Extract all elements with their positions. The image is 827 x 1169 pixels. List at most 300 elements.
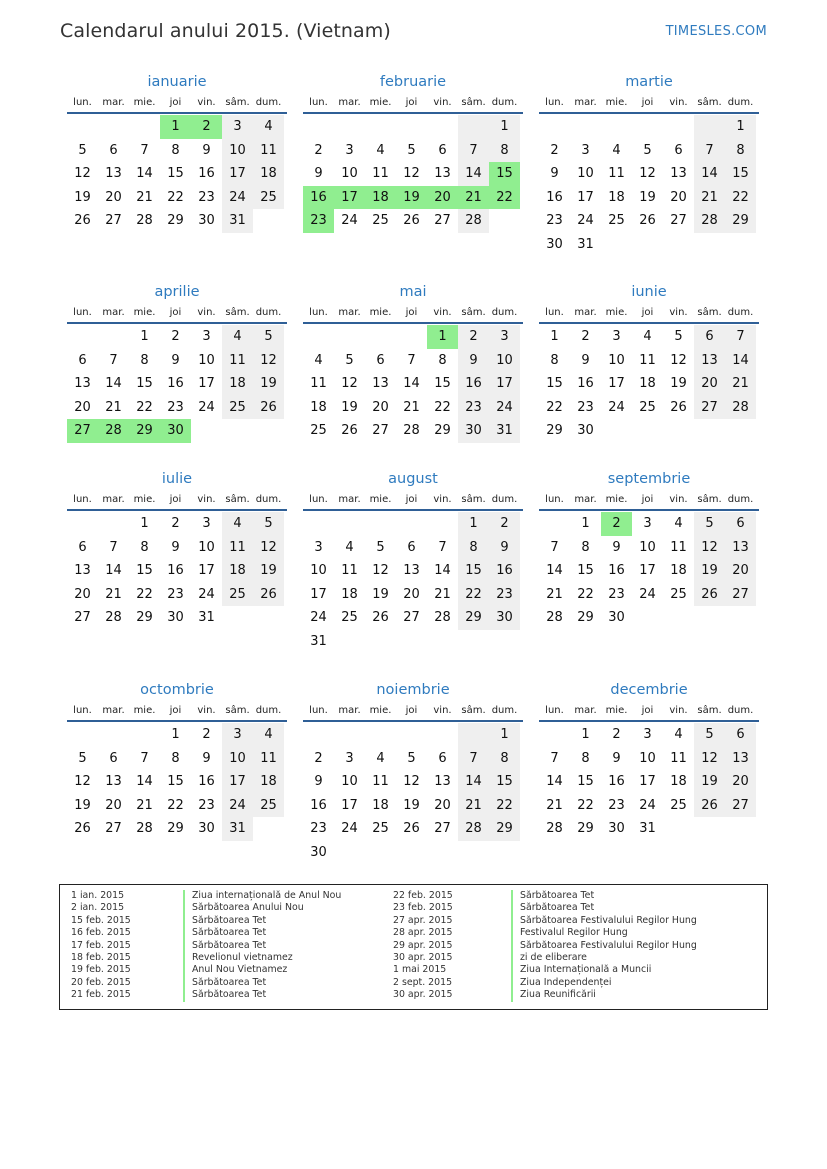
holiday-day-cell: 22 [489, 186, 520, 210]
day-cell: 29 [458, 606, 489, 630]
day-cell: 17 [310, 586, 327, 602]
day-cell: 2 [171, 329, 180, 344]
day-cell: 18 [310, 399, 327, 415]
header-rule [539, 720, 759, 722]
day-cell: 14 [458, 770, 489, 794]
day-cell: 28 [458, 209, 489, 233]
month-name: decembrie [610, 682, 688, 698]
day-cell: 4 [643, 329, 652, 344]
day-cell: 1 [458, 512, 489, 536]
holiday-day-cell: 18 [365, 186, 396, 210]
day-cell: 25 [372, 821, 389, 836]
weekday-label: dum. [255, 306, 282, 318]
day-cell: 30 [489, 606, 520, 630]
day-cell: 3 [345, 142, 354, 158]
day-cell: 23 [198, 189, 215, 205]
day-cell: 2 [202, 727, 211, 742]
weekday-label: joi [641, 704, 654, 716]
weekday-label: mar. [574, 306, 597, 318]
day-cell: 21 [725, 372, 756, 396]
month-aprilie [67, 282, 287, 443]
weekday-label: mie. [605, 704, 628, 716]
day-cell: 27 [105, 213, 122, 228]
day-cell: 19 [372, 586, 389, 602]
weekday-label: joi [405, 704, 418, 716]
day-cell: 13 [725, 536, 756, 560]
day-cell: 22 [136, 586, 153, 602]
weekday-label: joi [405, 96, 418, 108]
day-cell: 17 [198, 563, 215, 578]
day-cell: 10 [341, 166, 358, 181]
day-cell: 20 [403, 586, 420, 602]
month-mai [303, 282, 523, 443]
day-grid [539, 723, 759, 841]
day-cell: 10 [222, 139, 253, 163]
day-cell: 30 [458, 419, 489, 443]
weekday-label: joi [169, 704, 182, 716]
weekday-label: joi [405, 306, 418, 318]
holiday-name: Sărbătoarea Tet [183, 927, 341, 939]
day-cell: 5 [345, 352, 354, 368]
day-cell: 6 [725, 723, 756, 747]
weekday-label: mie. [133, 306, 156, 318]
holiday-day-cell: 27 [67, 419, 98, 443]
day-cell: 29 [577, 821, 594, 836]
empty-day-cell [67, 723, 98, 747]
weekday-label: dum. [255, 493, 282, 505]
day-cell: 16 [310, 797, 327, 813]
day-cell: 30 [608, 610, 625, 625]
day-cell: 4 [376, 750, 385, 766]
day-cell: 10 [639, 750, 656, 766]
day-cell: 20 [105, 189, 122, 205]
day-cell: 24 [222, 186, 253, 210]
day-cell: 23 [546, 213, 563, 228]
holiday-date: 28 apr. 2015 [393, 927, 453, 939]
holiday-date: 21 feb. 2015 [71, 989, 131, 1001]
day-cell: 14 [694, 162, 725, 186]
day-cell: 16 [546, 189, 563, 205]
holiday-day-cell: 2 [601, 512, 632, 536]
day-cell: 10 [577, 166, 594, 181]
weekday-label: vin. [197, 306, 216, 318]
day-grid [67, 115, 287, 233]
holiday-date: 15 feb. 2015 [71, 914, 131, 926]
holiday-date: 18 feb. 2015 [71, 951, 131, 963]
day-cell: 29 [489, 817, 520, 841]
day-cell: 25 [310, 423, 327, 438]
day-cell: 27 [725, 583, 756, 607]
day-cell: 5 [407, 142, 416, 158]
weekday-label: lun. [309, 306, 328, 318]
day-cell: 31 [222, 817, 253, 841]
day-cell: 11 [372, 774, 389, 789]
day-cell: 29 [167, 821, 184, 836]
day-cell: 3 [345, 750, 354, 766]
month-name: septembrie [607, 471, 691, 487]
day-cell: 1 [171, 727, 180, 742]
day-cell: 26 [403, 821, 420, 836]
month-name: iunie [631, 284, 667, 300]
weekday-label: dum. [727, 493, 754, 505]
month-decembrie [539, 680, 759, 841]
day-cell: 18 [341, 586, 358, 602]
day-cell: 24 [639, 797, 656, 813]
day-cell: 27 [670, 213, 687, 228]
day-cell: 19 [403, 797, 420, 813]
day-cell: 9 [314, 774, 323, 789]
weekday-header [539, 489, 759, 509]
day-cell: 18 [670, 563, 687, 578]
day-cell: 19 [670, 376, 687, 391]
weekday-header [539, 92, 759, 112]
empty-day-cell [396, 723, 427, 747]
day-cell: 24 [577, 213, 594, 228]
day-cell: 12 [253, 349, 284, 373]
holiday-name: Revelionul vietnamez [183, 952, 341, 964]
day-cell: 7 [725, 325, 756, 349]
day-cell: 21 [136, 797, 153, 813]
day-cell: 16 [577, 376, 594, 391]
holiday-date: 27 apr. 2015 [393, 914, 453, 926]
day-cell: 5 [78, 750, 87, 766]
day-cell: 21 [546, 586, 563, 602]
day-cell: 6 [725, 512, 756, 536]
empty-day-cell [663, 115, 694, 139]
day-cell: 1 [725, 115, 756, 139]
day-cell: 15 [434, 376, 451, 391]
day-cell: 26 [694, 583, 725, 607]
day-cell: 4 [314, 352, 323, 368]
day-cell: 21 [105, 399, 122, 415]
weekday-label: mar. [574, 704, 597, 716]
day-cell: 5 [694, 723, 725, 747]
day-cell: 3 [581, 142, 590, 158]
weekday-label: lun. [309, 493, 328, 505]
weekday-header [67, 700, 287, 720]
day-cell: 27 [105, 821, 122, 836]
day-cell: 8 [489, 747, 520, 771]
day-cell: 30 [608, 821, 625, 836]
day-cell: 2 [171, 516, 180, 531]
day-cell: 21 [105, 586, 122, 602]
header-rule [67, 720, 287, 722]
day-cell: 7 [140, 142, 149, 158]
empty-day-cell [570, 115, 601, 139]
day-cell: 11 [222, 349, 253, 373]
weekday-label: dum. [491, 704, 518, 716]
day-cell: 4 [222, 512, 253, 536]
day-cell: 20 [105, 797, 122, 813]
day-cell: 23 [167, 399, 184, 415]
day-cell: 16 [167, 376, 184, 391]
day-cell: 10 [489, 349, 520, 373]
brand-link[interactable]: TIMESLES.COM [665, 24, 767, 39]
day-cell: 14 [105, 376, 122, 391]
day-cell: 1 [140, 516, 149, 531]
weekday-label: vin. [197, 704, 216, 716]
day-cell: 7 [550, 750, 559, 766]
day-cell: 3 [222, 723, 253, 747]
day-cell: 19 [74, 797, 91, 813]
weekday-header [539, 700, 759, 720]
weekday-label: mie. [605, 96, 628, 108]
empty-day-cell [396, 512, 427, 536]
empty-day-cell [334, 512, 365, 536]
holiday-day-cell: 16 [303, 186, 334, 210]
day-cell: 20 [725, 559, 756, 583]
day-cell: 12 [670, 352, 687, 368]
day-cell: 13 [74, 376, 91, 391]
day-cell: 16 [458, 372, 489, 396]
day-cell: 21 [136, 189, 153, 205]
weekday-header [303, 302, 523, 322]
day-cell: 7 [458, 139, 489, 163]
holiday-day-cell: 2 [191, 115, 222, 139]
holiday-name: Sărbătoarea Tet [511, 902, 697, 914]
day-cell: 18 [222, 559, 253, 583]
day-grid [303, 115, 523, 233]
day-cell: 25 [222, 396, 253, 420]
day-cell: 3 [314, 539, 323, 555]
holiday-name: Sărbătoarea Tet [511, 890, 697, 902]
weekday-label: vin. [197, 493, 216, 505]
month-name: octombrie [140, 682, 214, 698]
weekday-label: sâm. [697, 306, 722, 318]
holiday-day-cell: 17 [334, 186, 365, 210]
empty-day-cell [601, 115, 632, 139]
day-cell: 8 [550, 352, 559, 368]
holiday-date: 17 feb. 2015 [71, 939, 131, 951]
day-cell: 19 [639, 189, 656, 205]
weekday-label: sâm. [697, 96, 722, 108]
day-cell: 29 [136, 610, 153, 625]
month-februarie [303, 72, 523, 233]
holiday-day-cell: 19 [396, 186, 427, 210]
weekday-label: vin. [669, 96, 688, 108]
day-cell: 28 [105, 610, 122, 625]
day-cell: 9 [202, 142, 211, 158]
weekday-label: vin. [669, 306, 688, 318]
holiday-names-col-1 [183, 890, 341, 1002]
holiday-date: 19 feb. 2015 [71, 964, 131, 976]
empty-day-cell [427, 115, 458, 139]
day-cell: 4 [222, 325, 253, 349]
day-cell: 8 [438, 352, 447, 368]
day-cell: 27 [434, 213, 451, 228]
weekday-label: joi [405, 493, 418, 505]
day-cell: 8 [458, 536, 489, 560]
day-cell: 28 [546, 610, 563, 625]
holiday-date: 30 apr. 2015 [393, 951, 453, 963]
weekday-label: lun. [309, 96, 328, 108]
holiday-name: Ziua Reunificării [511, 989, 697, 1001]
day-cell: 25 [341, 610, 358, 625]
weekday-header [303, 92, 523, 112]
day-cell: 8 [140, 352, 149, 368]
empty-day-cell [427, 723, 458, 747]
day-cell: 6 [438, 142, 447, 158]
weekday-label: dum. [255, 96, 282, 108]
day-cell: 10 [341, 774, 358, 789]
empty-day-cell [98, 723, 129, 747]
day-cell: 22 [458, 583, 489, 607]
weekday-label: joi [169, 306, 182, 318]
day-cell: 28 [136, 213, 153, 228]
day-cell: 4 [612, 142, 621, 158]
day-cell: 21 [458, 794, 489, 818]
day-cell: 11 [222, 536, 253, 560]
day-cell: 30 [167, 610, 184, 625]
day-cell: 23 [489, 583, 520, 607]
day-cell: 1 [550, 329, 559, 344]
day-cell: 22 [489, 794, 520, 818]
weekday-label: mar. [574, 493, 597, 505]
day-cell: 20 [434, 797, 451, 813]
day-cell: 5 [407, 750, 416, 766]
weekday-label: mie. [133, 493, 156, 505]
holiday-name: Ziua internațională de Anul Nou [183, 890, 341, 902]
day-cell: 26 [253, 583, 284, 607]
empty-day-cell [458, 115, 489, 139]
day-cell: 22 [167, 797, 184, 813]
day-cell: 11 [670, 539, 687, 555]
weekday-label: sâm. [461, 704, 486, 716]
holiday-list [59, 884, 768, 1010]
empty-day-cell [365, 115, 396, 139]
weekday-header [67, 489, 287, 509]
holiday-date: 20 feb. 2015 [71, 976, 131, 988]
holiday-date: 29 apr. 2015 [393, 939, 453, 951]
weekday-label: sâm. [461, 96, 486, 108]
holiday-date: 22 feb. 2015 [393, 890, 453, 901]
holiday-name: zi de eliberare [511, 952, 697, 964]
day-cell: 15 [136, 376, 153, 391]
weekday-label: sâm. [461, 493, 486, 505]
day-cell: 18 [253, 162, 284, 186]
day-cell: 7 [694, 139, 725, 163]
day-cell: 21 [546, 797, 563, 813]
day-cell: 12 [253, 536, 284, 560]
holiday-day-cell: 21 [458, 186, 489, 210]
month-martie [539, 72, 759, 256]
weekday-label: mar. [102, 493, 125, 505]
holiday-name: Festivalul Regilor Hung [511, 927, 697, 939]
day-cell: 15 [458, 559, 489, 583]
day-cell: 16 [167, 563, 184, 578]
holiday-name: Anul Nou Vietnamez [183, 964, 341, 976]
empty-day-cell [632, 115, 663, 139]
day-cell: 13 [694, 349, 725, 373]
day-cell: 4 [376, 142, 385, 158]
day-cell: 13 [725, 747, 756, 771]
weekday-label: joi [641, 96, 654, 108]
day-cell: 18 [222, 372, 253, 396]
day-cell: 13 [372, 376, 389, 391]
day-grid [303, 512, 523, 653]
day-cell: 3 [612, 329, 621, 344]
day-cell: 14 [546, 774, 563, 789]
empty-day-cell [98, 512, 129, 536]
empty-day-cell [365, 512, 396, 536]
holiday-date: 1 ian. 2015 [71, 890, 125, 901]
day-cell: 25 [670, 586, 687, 602]
weekday-header [539, 302, 759, 322]
day-cell: 7 [458, 747, 489, 771]
empty-day-cell [365, 325, 396, 349]
day-cell: 18 [608, 189, 625, 205]
day-cell: 5 [674, 329, 683, 344]
day-cell: 23 [198, 797, 215, 813]
day-cell: 1 [581, 727, 590, 742]
weekday-label: vin. [433, 96, 452, 108]
day-cell: 7 [140, 750, 149, 766]
holiday-date: 1 mai 2015 [393, 964, 447, 976]
day-cell: 11 [372, 166, 389, 181]
day-cell: 19 [253, 372, 284, 396]
day-cell: 9 [171, 539, 180, 555]
day-cell: 27 [434, 821, 451, 836]
page-title: Calendarul anului 2015. (Vietnam) [60, 20, 391, 42]
weekday-label: dum. [491, 96, 518, 108]
empty-day-cell [365, 723, 396, 747]
day-cell: 4 [345, 539, 354, 555]
day-cell: 30 [198, 213, 215, 228]
day-cell: 13 [434, 166, 451, 181]
holiday-name: Sărbătoarea Festivalului Regilor Hung [511, 940, 697, 952]
weekday-label: mie. [369, 96, 392, 108]
weekday-label: mar. [338, 306, 361, 318]
day-cell: 2 [612, 727, 621, 742]
month-name: aprilie [154, 284, 200, 300]
empty-day-cell [303, 115, 334, 139]
weekday-header [67, 302, 287, 322]
weekday-label: lun. [73, 96, 92, 108]
header-rule [539, 112, 759, 114]
holiday-names-col-2 [511, 890, 697, 1002]
day-cell: 18 [670, 774, 687, 789]
day-cell: 19 [74, 189, 91, 205]
day-cell: 25 [608, 213, 625, 228]
day-cell: 3 [489, 325, 520, 349]
day-cell: 14 [105, 563, 122, 578]
day-cell: 13 [74, 563, 91, 578]
empty-day-cell [694, 115, 725, 139]
day-cell: 24 [198, 399, 215, 415]
weekday-label: mar. [338, 493, 361, 505]
day-cell: 24 [489, 396, 520, 420]
day-cell: 5 [376, 539, 385, 555]
day-cell: 12 [372, 563, 389, 578]
day-cell: 3 [202, 329, 211, 344]
day-cell: 8 [489, 139, 520, 163]
day-cell: 31 [222, 209, 253, 233]
day-cell: 14 [546, 563, 563, 578]
day-cell: 31 [310, 633, 327, 649]
day-cell: 29 [434, 423, 451, 438]
header-rule [539, 322, 759, 324]
day-grid [67, 512, 287, 630]
day-cell: 21 [434, 586, 451, 602]
day-cell: 26 [670, 399, 687, 415]
holiday-name: Ziua Internațională a Muncii [511, 964, 697, 976]
day-cell: 28 [434, 610, 451, 625]
holiday-day-cell: 1 [160, 115, 191, 139]
day-cell: 8 [725, 139, 756, 163]
day-cell: 19 [694, 770, 725, 794]
day-cell: 18 [372, 797, 389, 813]
day-cell: 13 [403, 563, 420, 578]
